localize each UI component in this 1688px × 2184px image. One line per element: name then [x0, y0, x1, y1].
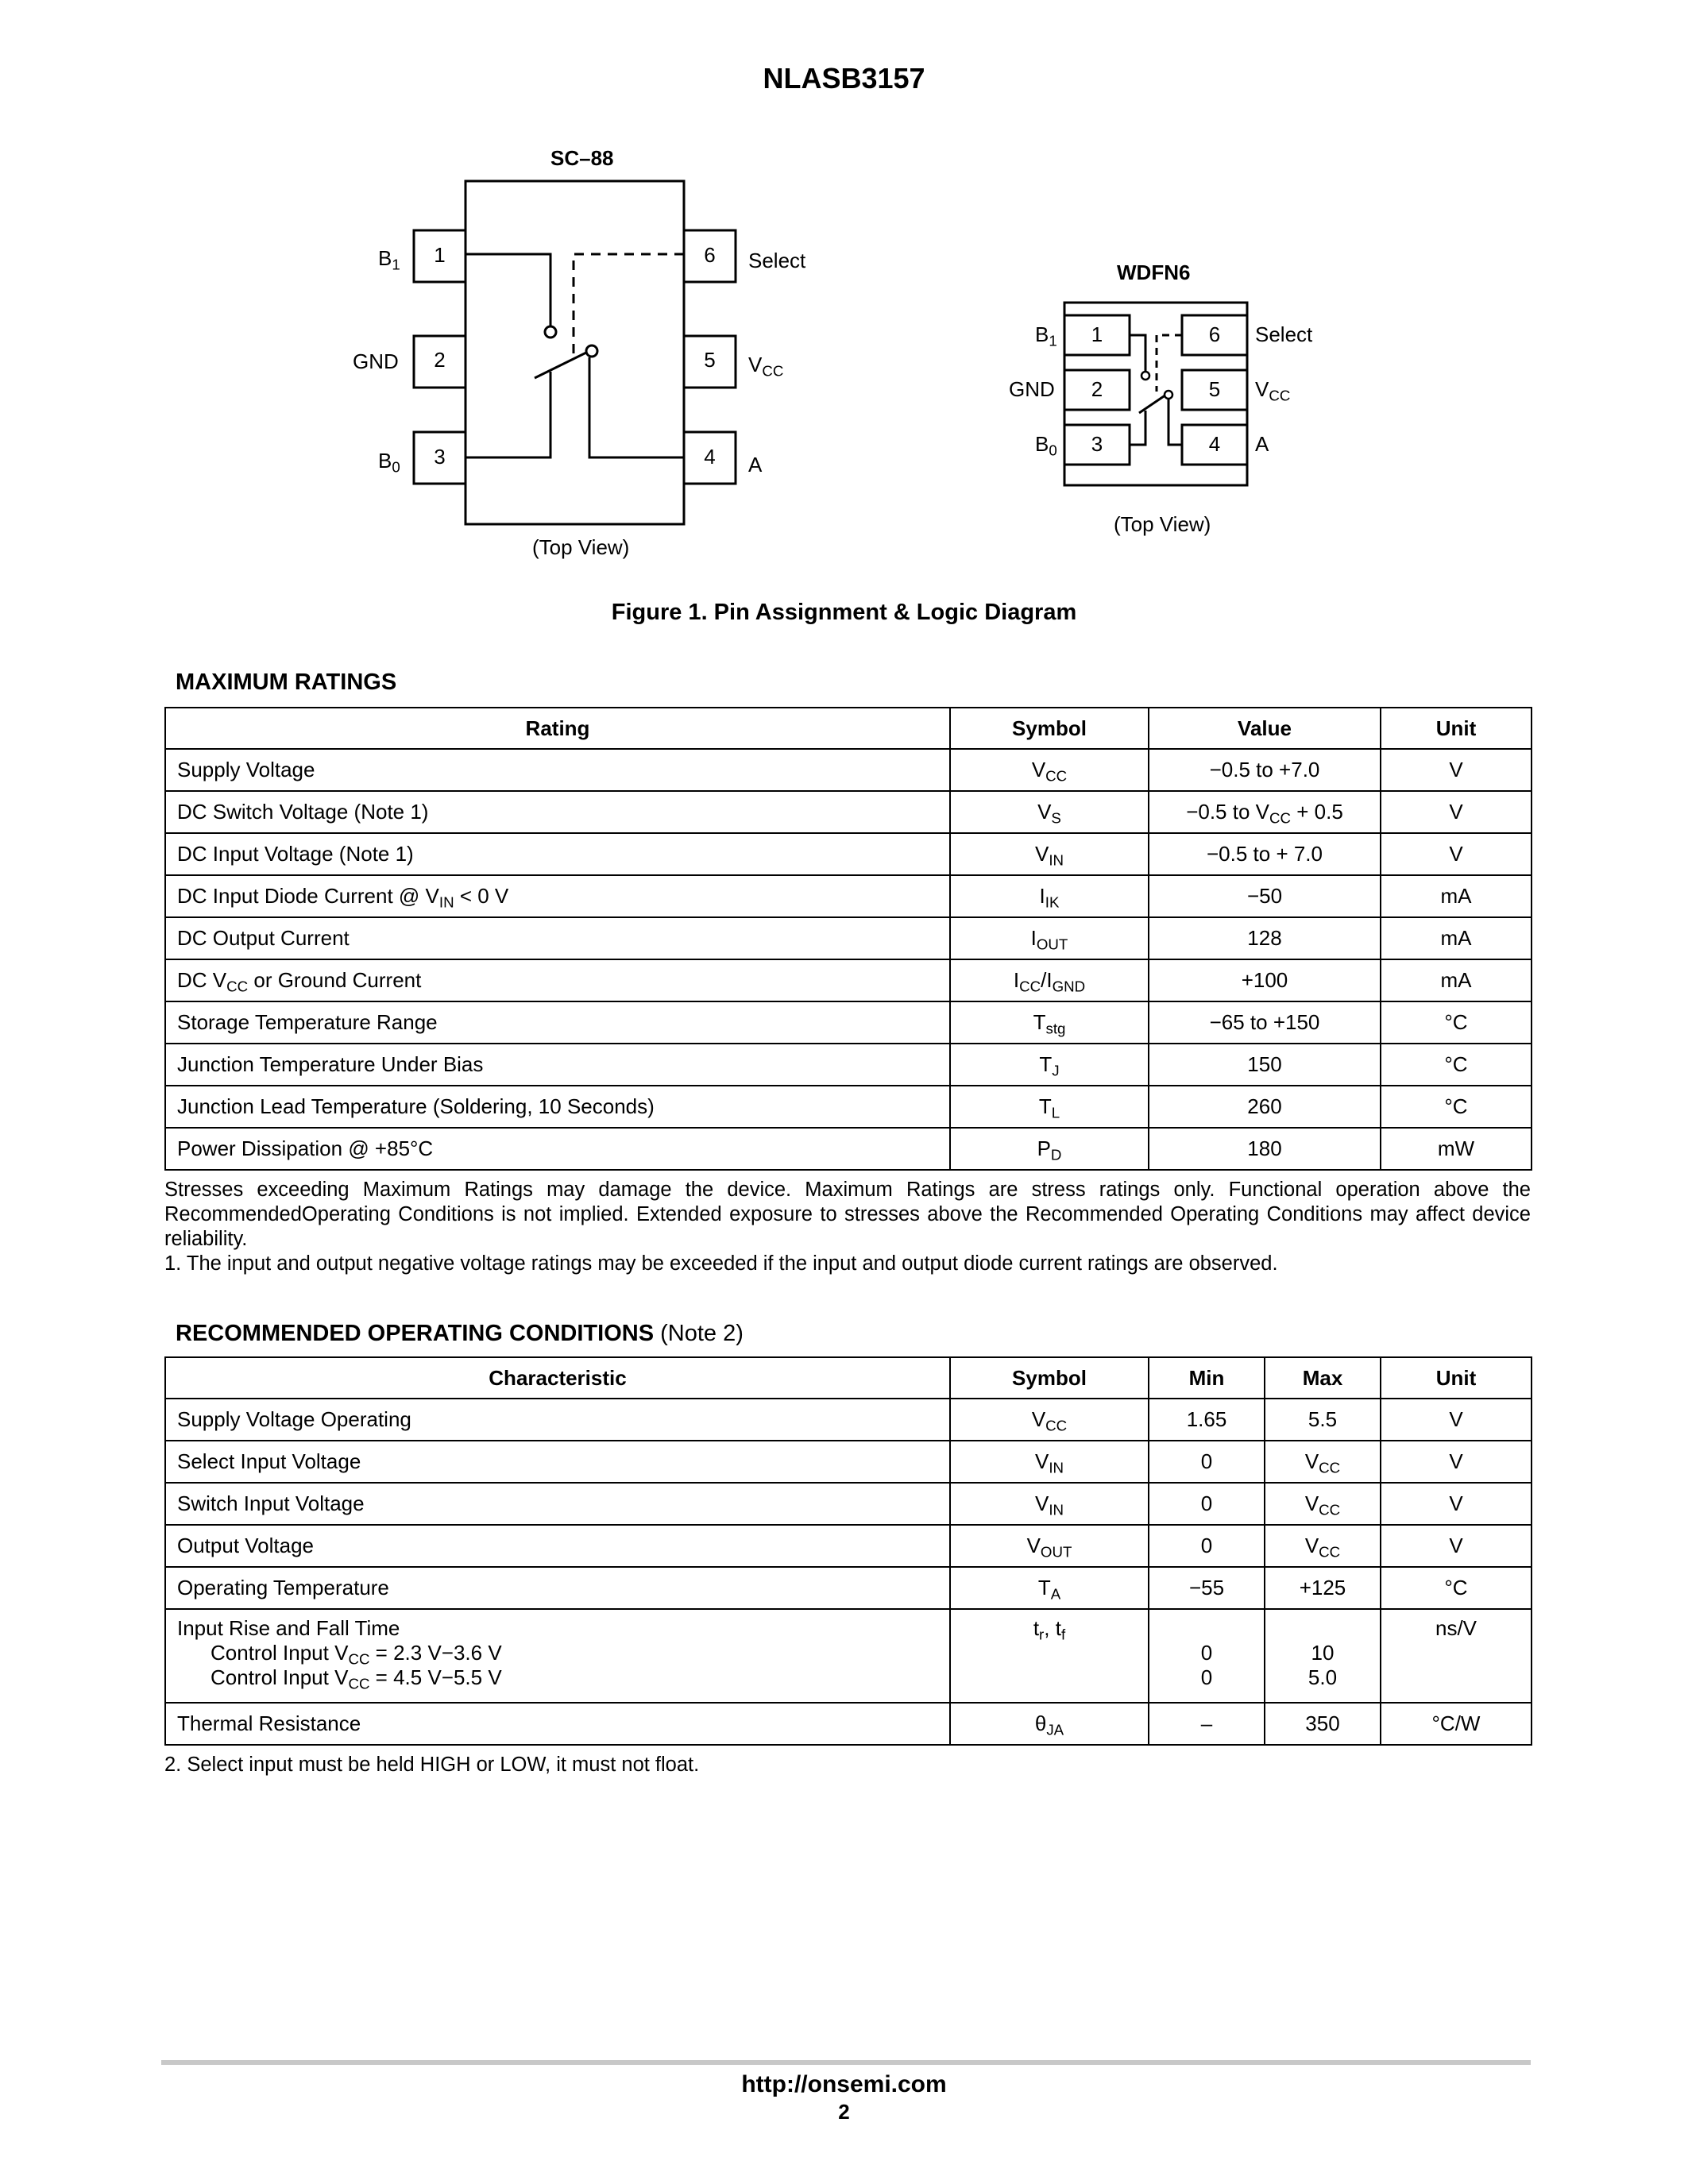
symbol-cell: $V_S$: [950, 791, 1149, 833]
min-cell: 0: [1149, 1525, 1265, 1567]
col-header-unit: Unit: [1381, 708, 1532, 749]
col-header-symbol: Symbol: [950, 1357, 1149, 1399]
table-row: [165, 875, 1532, 917]
sc88-label-b1: $B_1$: [378, 246, 400, 273]
rating-cell: Storage Temperature Range: [165, 1001, 950, 1044]
max-ratings-table: [164, 707, 1532, 1171]
symbol-cell: $V_{IN}$: [950, 1483, 1149, 1525]
col-header-value: Value: [1149, 708, 1381, 749]
symbol-cell: $T_J$: [950, 1044, 1149, 1086]
symbol-cell: $I_{IK}$: [950, 875, 1149, 917]
symbol-cell: $\theta_{JA}$: [950, 1703, 1149, 1745]
value-cell: −65 to +150: [1149, 1001, 1381, 1044]
rating-cell: Junction Temperature Under Bias: [165, 1044, 950, 1086]
wdfn6-label-b1: $B_1$: [1035, 322, 1057, 349]
characteristic-cell: Input Rise and Fall Time Control Input $V_{CC} = 2.3$ V−3.6 V Control Input $V_{CC} = 4.5$ V−5.5 V: [165, 1609, 950, 1703]
table-row: [165, 959, 1532, 1001]
unit-cell: mA: [1381, 875, 1532, 917]
wdfn6-label-select: Select: [1255, 322, 1313, 346]
wdfn6-label-b0: $B_0$: [1035, 432, 1057, 459]
table-row: [165, 917, 1532, 959]
value-cell: 260: [1149, 1086, 1381, 1128]
symbol-cell: $I_{OUT}$: [950, 917, 1149, 959]
value-cell: 180: [1149, 1128, 1381, 1170]
sc88-title: SC–88: [550, 146, 614, 170]
table-row: [165, 1567, 1532, 1609]
symbol-cell: $V_{IN}$: [950, 833, 1149, 875]
sc88-pin-2: 2: [434, 348, 446, 372]
table-row: [165, 1703, 1532, 1745]
max-cell: 5.5: [1265, 1399, 1381, 1441]
sc88-pin-4: 4: [704, 445, 716, 469]
min-cell: 1.65: [1149, 1399, 1265, 1441]
min-cell: 0: [1149, 1441, 1265, 1483]
unit-cell: °C: [1381, 1001, 1532, 1044]
unit-cell: °C: [1381, 1567, 1532, 1609]
symbol-cell: $t_r$, $t_f$: [950, 1609, 1149, 1703]
sc88-label-select: Select: [748, 249, 806, 272]
wdfn6-label-gnd: GND: [1009, 377, 1055, 401]
unit-cell: V: [1381, 791, 1532, 833]
table-row: [165, 1483, 1532, 1525]
wdfn6-pin-3: 3: [1091, 432, 1103, 456]
table-row-rise-fall: [165, 1609, 1532, 1703]
symbol-cell: $V_{IN}$: [950, 1441, 1149, 1483]
unit-cell: °C/W: [1381, 1703, 1532, 1745]
page-title: NLASB3157: [763, 62, 925, 95]
figure-caption: Figure 1. Pin Assignment & Logic Diagram: [611, 600, 1077, 625]
table-header-row: [165, 708, 1532, 749]
wdfn6-label-a: A: [1255, 432, 1269, 456]
table-row: [165, 1399, 1532, 1441]
unit-cell: V: [1381, 1441, 1532, 1483]
unit-cell: mA: [1381, 959, 1532, 1001]
sc88-pin-1: 1: [434, 243, 446, 267]
sc88-pin-5: 5: [704, 348, 716, 372]
characteristic-cell: Output Voltage: [165, 1525, 950, 1567]
min-cell: –: [1149, 1703, 1265, 1745]
rating-cell: DC Input Diode Current @ $V_{IN} < 0$ V: [165, 875, 950, 917]
symbol-cell: $T_{stg}$: [950, 1001, 1149, 1044]
min-cell: 0: [1149, 1483, 1265, 1525]
rating-cell: Junction Lead Temperature (Soldering, 10 Seconds): [165, 1086, 950, 1128]
max-cell: $V_{CC}$: [1265, 1441, 1381, 1483]
table-row: [165, 1128, 1532, 1170]
unit-cell: mW: [1381, 1128, 1532, 1170]
rec-op-table: [164, 1356, 1532, 1746]
characteristic-cell: Thermal Resistance: [165, 1703, 950, 1745]
characteristic-cell: Switch Input Voltage: [165, 1483, 950, 1525]
table-row: [165, 1441, 1532, 1483]
sc88-label-gnd: GND: [353, 349, 399, 373]
symbol-cell: $V_{CC}$: [950, 1399, 1149, 1441]
unit-cell: V: [1381, 1399, 1532, 1441]
max-ratings-heading: MAXIMUM RATINGS: [176, 669, 397, 695]
value-cell: 150: [1149, 1044, 1381, 1086]
wdfn6-label-vcc: $V_{CC}$: [1255, 377, 1291, 404]
stress-note: Stresses exceeding Maximum Ratings may damage the device. Maximum Ratings are stress ratings only. Functional operation above the RecommendedOperating Conditions is not implied. Extended exposure to stresses above the Recommended Operating Conditions may affect device reliability.: [164, 1179, 1531, 1250]
wdfn6-pin-1: 1: [1091, 322, 1103, 346]
unit-cell: V: [1381, 1483, 1532, 1525]
unit-cell: V: [1381, 833, 1532, 875]
table-row: [165, 791, 1532, 833]
symbol-cell: $V_{OUT}$: [950, 1525, 1149, 1567]
table-row: [165, 1001, 1532, 1044]
symbol-cell: $T_L$: [950, 1086, 1149, 1128]
max-ratings-notes: [164, 1178, 1531, 1276]
rating-cell: DC Input Voltage (Note 1): [165, 833, 950, 875]
wdfn6-diagram: [999, 258, 1333, 544]
max-cell: $V_{CC}$: [1265, 1483, 1381, 1525]
wdfn6-pin-2: 2: [1091, 377, 1103, 401]
value-cell: +100: [1149, 959, 1381, 1001]
min-cell: 0 0: [1149, 1609, 1265, 1703]
wdfn6-pin-6: 6: [1208, 322, 1221, 346]
sc88-pin-6: 6: [704, 243, 716, 267]
wdfn6-view-label: (Top View): [1114, 512, 1211, 536]
value-cell: 128: [1149, 917, 1381, 959]
rating-cell: DC Switch Voltage (Note 1): [165, 791, 950, 833]
sc88-label-a: A: [748, 453, 763, 477]
table-row: [165, 1086, 1532, 1128]
value-cell: −0.5 to + 7.0: [1149, 833, 1381, 875]
col-header-rating: Rating: [165, 708, 950, 749]
unit-cell: °C: [1381, 1086, 1532, 1128]
note-1: 1. The input and output negative voltage ratings may be exceeded if the input and output diode current ratings are observed.: [164, 1252, 1278, 1275]
table-row: [165, 833, 1532, 875]
characteristic-cell: Select Input Voltage: [165, 1441, 950, 1483]
col-header-characteristic: Characteristic: [165, 1357, 950, 1399]
value-cell: −0.5 to $V_{CC} + 0.5$: [1149, 791, 1381, 833]
sc88-diagram: [334, 143, 826, 572]
col-header-unit: Unit: [1381, 1357, 1532, 1399]
value-cell: −0.5 to +7.0: [1149, 749, 1381, 791]
characteristic-cell: Supply Voltage Operating: [165, 1399, 950, 1441]
sc88-pin-3: 3: [434, 445, 446, 469]
table-row: [165, 1525, 1532, 1567]
symbol-cell: $P_D$: [950, 1128, 1149, 1170]
symbol-cell: $V_{CC}$: [950, 749, 1149, 791]
unit-cell: mA: [1381, 917, 1532, 959]
wdfn6-title: WDFN6: [1117, 260, 1191, 284]
characteristic-cell: Operating Temperature: [165, 1567, 950, 1609]
max-cell: +125: [1265, 1567, 1381, 1609]
footer-divider: [161, 2060, 1531, 2065]
value-cell: −50: [1149, 875, 1381, 917]
note-2: 2. Select input must be held HIGH or LOW, it must not float.: [164, 1754, 700, 1776]
table-header-row: [165, 1357, 1532, 1399]
rating-cell: DC $V_{CC}$ or Ground Current: [165, 959, 950, 1001]
wdfn6-pin-4: 4: [1208, 432, 1221, 456]
footer-url-link[interactable]: http://onsemi.com: [741, 2071, 947, 2097]
sc88-label-vcc: $V_{CC}$: [748, 353, 784, 380]
col-header-min: Min: [1149, 1357, 1265, 1399]
col-header-max: Max: [1265, 1357, 1381, 1399]
sc88-label-b0: $B_0$: [378, 449, 400, 476]
min-cell: −55: [1149, 1567, 1265, 1609]
page-number: 2: [838, 2100, 850, 2124]
rating-cell: Power Dissipation @ +85°C: [165, 1128, 950, 1170]
rating-cell: Supply Voltage: [165, 749, 950, 791]
unit-cell: ns/V: [1381, 1609, 1532, 1703]
max-cell: 10 5.0: [1265, 1609, 1381, 1703]
symbol-cell: $T_A$: [950, 1567, 1149, 1609]
unit-cell: V: [1381, 749, 1532, 791]
sc88-view-label: (Top View): [532, 535, 630, 559]
unit-cell: V: [1381, 1525, 1532, 1567]
wdfn6-pin-5: 5: [1208, 377, 1221, 401]
col-header-symbol: Symbol: [950, 708, 1149, 749]
max-cell: $V_{CC}$: [1265, 1525, 1381, 1567]
rating-cell: DC Output Current: [165, 917, 950, 959]
symbol-cell: $I_{CC}/I_{GND}$: [950, 959, 1149, 1001]
table-row: [165, 749, 1532, 791]
rec-op-heading: RECOMMENDED OPERATING CONDITIONS (Note 2): [176, 1321, 744, 1346]
unit-cell: °C: [1381, 1044, 1532, 1086]
max-cell: 350: [1265, 1703, 1381, 1745]
table-row: [165, 1044, 1532, 1086]
